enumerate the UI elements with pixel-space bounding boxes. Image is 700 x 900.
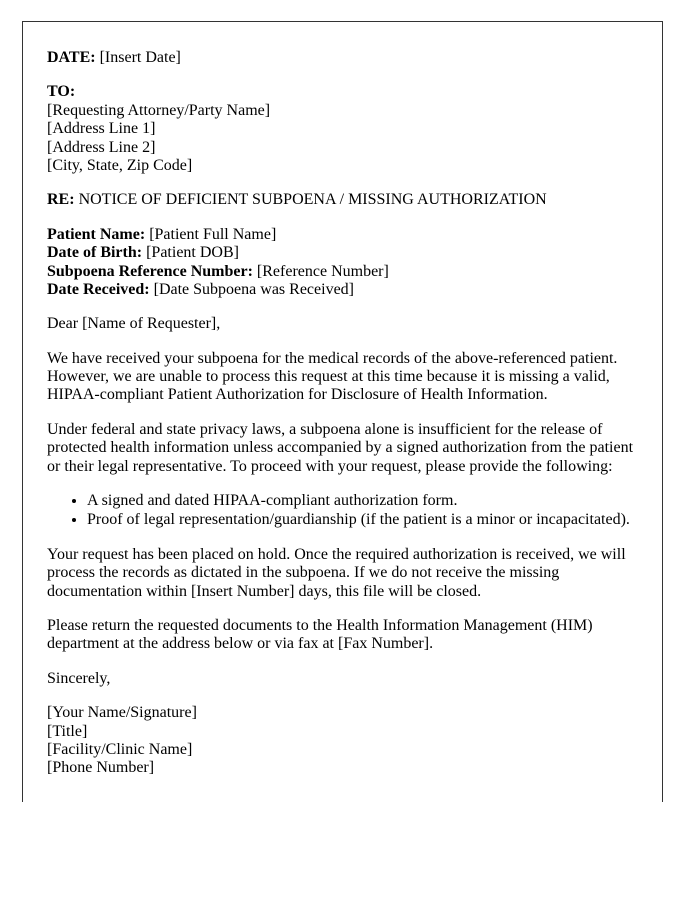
patient-field-row	[47, 263, 636, 281]
patient-field-label: Subpoena Reference Number:	[47, 262, 253, 280]
patient-field-row	[47, 226, 636, 244]
required-document-item: • A signed and dated HIPAA-compliant authorization form.	[87, 492, 636, 510]
patient-field-row	[47, 281, 636, 299]
signature-block	[47, 704, 636, 778]
patient-field-value: [Reference Number]	[256, 262, 389, 280]
recipient-line: [Address Line 1]	[47, 120, 156, 138]
date-line	[47, 49, 636, 67]
recipient-line: [Address Line 2]	[47, 138, 156, 156]
recipient-block	[47, 83, 636, 175]
recipient-line: [Requesting Attorney/Party Name]	[47, 101, 271, 119]
signature-line: [Your Name/Signature]	[47, 704, 197, 722]
body-paragraph-return-documents: Please return the requested documents to the Health Information Management (HIM) department at the address below or via fax at [Fax Number].	[47, 616, 593, 653]
patient-info-block	[47, 226, 636, 300]
patient-field-value: [Patient DOB]	[146, 244, 239, 262]
patient-field-label: Date Received:	[47, 280, 150, 298]
to-label: TO:	[47, 83, 76, 101]
recipient-line: [City, State, Zip Code]	[47, 156, 193, 174]
body-paragraph-received-subpoena: We have received your subpoena for the medical records of the above-referenced patient. However, we are unable to process this request at this time because it is missing a valid, HIPAA-compliant Patient Authorization for Disclosure of Health Information.	[47, 349, 618, 404]
signature-line: [Title]	[47, 722, 88, 740]
to-label-line	[47, 83, 636, 101]
date-label: DATE:	[47, 49, 96, 66]
letter-document-frame	[22, 21, 663, 802]
body-paragraph-request-on-hold: Your request has been placed on hold. Once the required authorization is received, we will process the records as dictated in the subpoena. If we do not receive the missing documentation within [Insert Number] days, this file will be closed.	[47, 545, 626, 600]
re-subject: NOTICE OF DEFICIENT SUBPOENA / MISSING AUTHORIZATION	[78, 191, 547, 209]
patient-field-label: Patient Name:	[47, 225, 146, 243]
date-value: [Insert Date]	[99, 49, 181, 66]
re-subject-line	[47, 191, 636, 209]
patient-field-value: [Date Subpoena was Received]	[153, 280, 354, 298]
patient-field-value: [Patient Full Name]	[149, 225, 277, 243]
signoff: Sincerely,	[47, 669, 111, 687]
signature-line: [Phone Number]	[47, 759, 155, 777]
signature-line: [Facility/Clinic Name]	[47, 740, 193, 758]
re-label: RE:	[47, 191, 75, 209]
body-paragraph-privacy-laws: Under federal and state privacy laws, a subpoena alone is insufficient for the release of protected health information unless accompanied by a signed authorization from the patient or their legal representative. To proceed with your request, please provide the following:	[47, 420, 634, 475]
required-document-item: • Proof of legal representation/guardianship (if the patient is a minor or incapacitated).	[87, 511, 636, 529]
salutation: Dear [Name of Requester],	[47, 315, 221, 333]
patient-field-label: Date of Birth:	[47, 244, 143, 262]
patient-field-row	[47, 244, 636, 262]
required-documents-list	[47, 492, 636, 530]
